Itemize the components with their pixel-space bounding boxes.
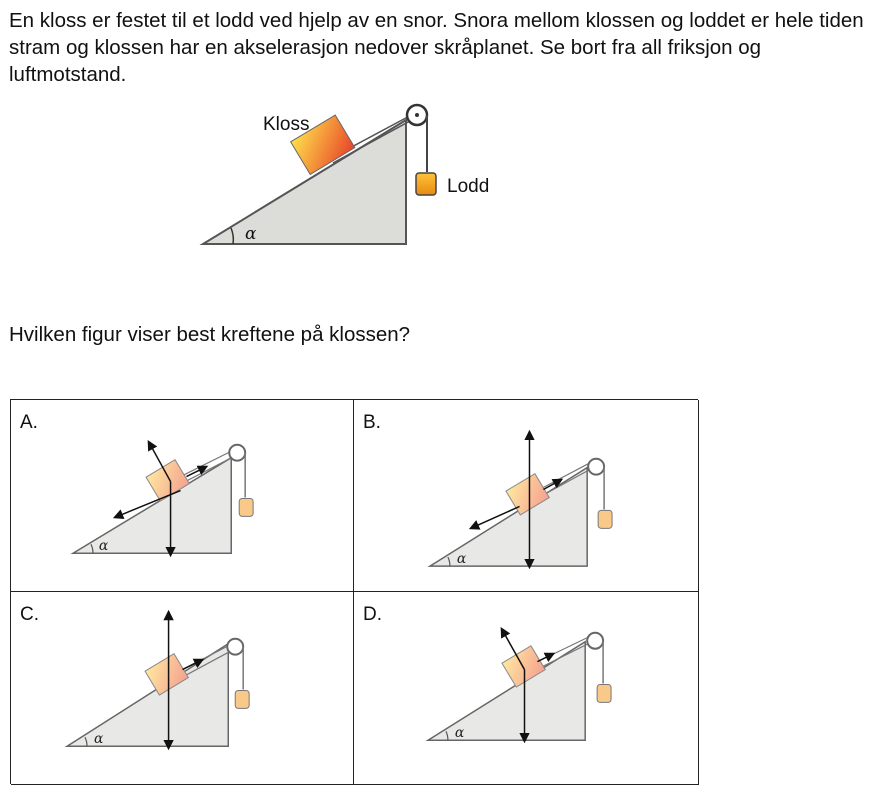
option-a[interactable] — [11, 400, 354, 592]
option-a-figure — [11, 400, 353, 591]
option-d[interactable] — [354, 592, 699, 785]
main-figure — [195, 100, 495, 260]
angle-label: α — [245, 224, 257, 244]
option-a-angle: α — [98, 538, 109, 555]
block-label: Kloss — [263, 114, 310, 135]
intro-text: En kloss er festet til et lodd ved hjelp av en snor. Snora mellom klossen og loddet er hele tiden stram og klossen har en akselerasjon nedover skråplanet. Se bort fra all friksjon og luftmotstand. — [9, 9, 864, 86]
option-c[interactable] — [11, 592, 354, 785]
option-b[interactable] — [354, 400, 699, 592]
option-c-figure — [11, 592, 353, 784]
question-text: Hvilken figur viser best kreftene på klossen? — [9, 323, 411, 346]
option-d-label: D. — [363, 604, 382, 625]
option-d-figure — [354, 592, 698, 784]
option-d-angle: α — [454, 725, 465, 742]
option-b-label: B. — [363, 412, 381, 433]
option-c-label: C. — [20, 604, 39, 625]
option-c-angle: α — [93, 731, 104, 748]
option-b-figure — [354, 400, 698, 591]
option-b-angle: α — [456, 551, 467, 568]
option-a-label: A. — [20, 412, 38, 433]
weight-label: Lodd — [447, 176, 490, 197]
weight — [416, 173, 436, 195]
answer-options — [10, 399, 698, 784]
